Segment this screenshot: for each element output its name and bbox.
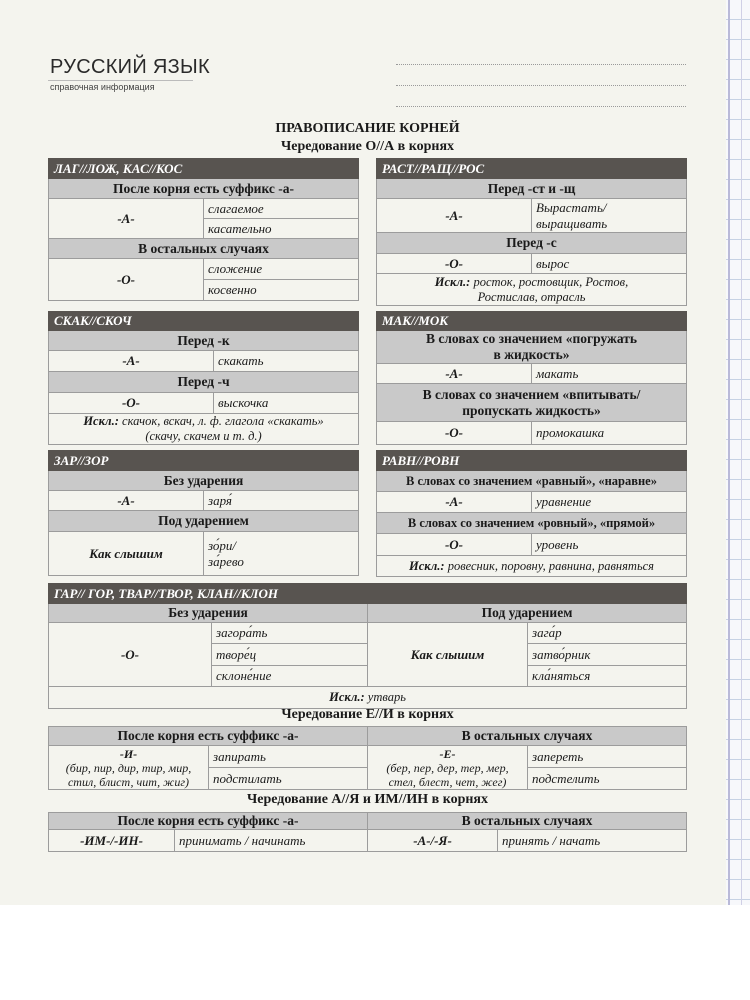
- ei-col2: В остальных случаях: [368, 727, 687, 746]
- write-line: [396, 64, 686, 65]
- ravn-label2: -О-: [377, 534, 532, 556]
- gar-label2: Как слышим: [368, 623, 528, 687]
- lag-label2: -О-: [49, 259, 204, 301]
- ei-table: [48, 726, 687, 790]
- zar-label2: Как слышим: [49, 532, 204, 576]
- aim-example: принять / начать: [498, 830, 687, 852]
- rast-example: выращивать: [536, 215, 608, 231]
- mak-cond2-line1: В словах со значением «впитывать/: [422, 386, 641, 402]
- lag-cond2: В остальных случаях: [49, 239, 359, 259]
- ei-example: подстилать: [209, 768, 368, 790]
- ei-label2-note: (бер, пер, дер, тер, мер,: [386, 760, 509, 775]
- gar-exception: [49, 687, 687, 709]
- skak-example: выскочка: [214, 393, 359, 414]
- write-line: [396, 106, 686, 107]
- lag-table: [48, 158, 359, 301]
- ravn-excl-text: ровесник, поровну, равнина, равняться: [447, 558, 654, 573]
- aim-label1: -ИМ-/-ИН-: [49, 830, 175, 852]
- ravn-header: РАВН//РОВН: [377, 451, 687, 471]
- mak-cond2-line2: пропускать жидкость»: [462, 402, 601, 418]
- rast-cond1: Перед -ст и -щ: [377, 179, 687, 199]
- page-margin-line-2: [741, 0, 742, 905]
- mak-header: МАК//МОК: [377, 312, 687, 331]
- gar-header: ГАР// ГОР, ТВАР//ТВОР, КЛАН//КЛОН: [49, 584, 687, 604]
- gar-excl-text: утварь: [367, 690, 406, 704]
- header-divider: [48, 80, 193, 81]
- ei-label1-cell: [49, 746, 209, 790]
- skak-excl-line2: (скачу, скачем и т. д.): [145, 429, 262, 443]
- ei-col1: После корня есть суффикс -а-: [49, 727, 368, 746]
- skak-label1: -А-: [49, 351, 214, 372]
- gar-example: кла́няться: [528, 666, 687, 687]
- zar-cond1: Без ударения: [49, 471, 359, 491]
- ravn-exception: [377, 556, 687, 577]
- lag-header: ЛАГ//ЛОЖ, КАС//КОС: [49, 159, 359, 179]
- rast-table: [376, 158, 687, 306]
- ei-example: подстелить: [528, 768, 687, 790]
- skak-excl-line1: скачок, вскач, л. ф. глагола «скакать»: [122, 414, 324, 428]
- header-title: РУССКИЙ ЯЗЫК: [50, 56, 210, 78]
- ei-label2-cell: [368, 746, 528, 790]
- mak-example: промокашка: [532, 422, 687, 445]
- zar-label1: -А-: [49, 491, 204, 511]
- mak-label2: -О-: [377, 422, 532, 445]
- skak-cond1: Перед -к: [49, 331, 359, 351]
- gar-col2: Под ударением: [368, 604, 687, 623]
- skak-label2: -О-: [49, 393, 214, 414]
- lag-example: касательно: [204, 219, 359, 239]
- ravn-label1: -А-: [377, 492, 532, 513]
- gar-example: склоне́ние: [212, 666, 368, 687]
- rast-label2: -О-: [377, 254, 532, 274]
- aim-col2: В остальных случаях: [368, 813, 687, 830]
- lag-example: слагаемое: [204, 199, 359, 219]
- ravn-table: [376, 450, 687, 577]
- mak-cond1-line2: в жидкость»: [493, 347, 570, 362]
- skak-excl-label: Искл.:: [83, 414, 119, 428]
- rast-example: вырос: [532, 254, 687, 274]
- gar-example: зага́р: [528, 623, 687, 644]
- ravn-example: уровень: [532, 534, 687, 556]
- skak-table: [48, 311, 359, 445]
- zar-table: [48, 450, 359, 576]
- rast-excl-line1: росток, ростовщик, Ростов,: [473, 274, 629, 289]
- rast-label1: -А-: [377, 199, 532, 233]
- header-subtitle: справочная информация: [50, 82, 155, 92]
- lag-label1: -А-: [49, 199, 204, 239]
- skak-cond2: Перед -ч: [49, 372, 359, 393]
- aim-title: Чередование А//Я и ИМ//ИН в корнях: [246, 792, 489, 807]
- skak-header: СКАК//СКОЧ: [49, 312, 359, 331]
- mak-table: [376, 311, 687, 445]
- lag-cond1: После корня есть суффикс -а-: [49, 179, 359, 199]
- write-line: [396, 85, 686, 86]
- ei-label2-note: стел, блест, чет, жег): [388, 774, 507, 789]
- rast-exception: [377, 274, 687, 306]
- aim-col1: После корня есть суффикс -а-: [49, 813, 368, 830]
- gar-label1: -О-: [49, 623, 212, 687]
- aim-label2: -А-/-Я-: [368, 830, 498, 852]
- zar-example: за́рево: [208, 553, 244, 569]
- aim-example: принимать / начинать: [175, 830, 368, 852]
- mak-label1: -А-: [377, 364, 532, 384]
- rast-excl-label: Искл.:: [434, 274, 471, 289]
- skak-example: скакать: [214, 351, 359, 372]
- mak-cond2: [377, 384, 687, 422]
- zar-example-cell: [204, 532, 359, 576]
- mak-cond1-line1: В словах со значением «погружать: [425, 331, 638, 346]
- zar-header: ЗАР//ЗОР: [49, 451, 359, 471]
- mak-example: макать: [532, 364, 687, 384]
- gar-table: [48, 583, 687, 709]
- gar-excl-label: Искл.:: [329, 690, 365, 704]
- ei-title: Чередование Е//И в корнях: [281, 707, 454, 722]
- aim-table: [48, 812, 687, 852]
- ravn-example: уравнение: [532, 492, 687, 513]
- rast-excl-line2: Ростислав, отрасль: [477, 289, 586, 304]
- section-title: ПРАВОПИСАНИЕ КОРНЕЙ: [275, 121, 460, 136]
- zar-example: зо́ри/: [208, 537, 237, 553]
- ei-label1-note: (бир, пир, дир, тир, мир,: [65, 760, 192, 775]
- ei-example: запереть: [528, 746, 687, 768]
- lag-example: сложение: [204, 259, 359, 280]
- ei-example: запирать: [209, 746, 368, 768]
- ravn-cond2: В словах со значением «ровный», «прямой»: [377, 513, 687, 534]
- zar-example: заря́: [204, 491, 359, 511]
- lag-example: косвенно: [204, 280, 359, 301]
- ei-label1: -И-: [119, 746, 138, 761]
- zar-cond2: Под ударением: [49, 511, 359, 532]
- rast-example-cell: [532, 199, 687, 233]
- ravn-excl-label: Искл.:: [409, 558, 445, 573]
- ravn-cond1: В словах со значением «равный», «наравне»: [377, 471, 687, 492]
- gar-example: творе́ц: [212, 644, 368, 666]
- rast-cond2: Перед -с: [377, 233, 687, 254]
- gar-example: загора́ть: [212, 623, 368, 644]
- ei-label1-note: стил, блист, чит, жиг): [67, 774, 189, 789]
- rast-example: Вырастать/: [536, 199, 607, 215]
- mak-cond1: [377, 331, 687, 364]
- ei-label2: -Е-: [439, 746, 456, 761]
- gar-example: затво́рник: [528, 644, 687, 666]
- rast-header: РАСТ//РАЩ//РОС: [377, 159, 687, 179]
- gar-col1: Без ударения: [49, 604, 368, 623]
- oa-title: Чередование О//А в корнях: [280, 139, 455, 154]
- skak-exception: [49, 414, 359, 445]
